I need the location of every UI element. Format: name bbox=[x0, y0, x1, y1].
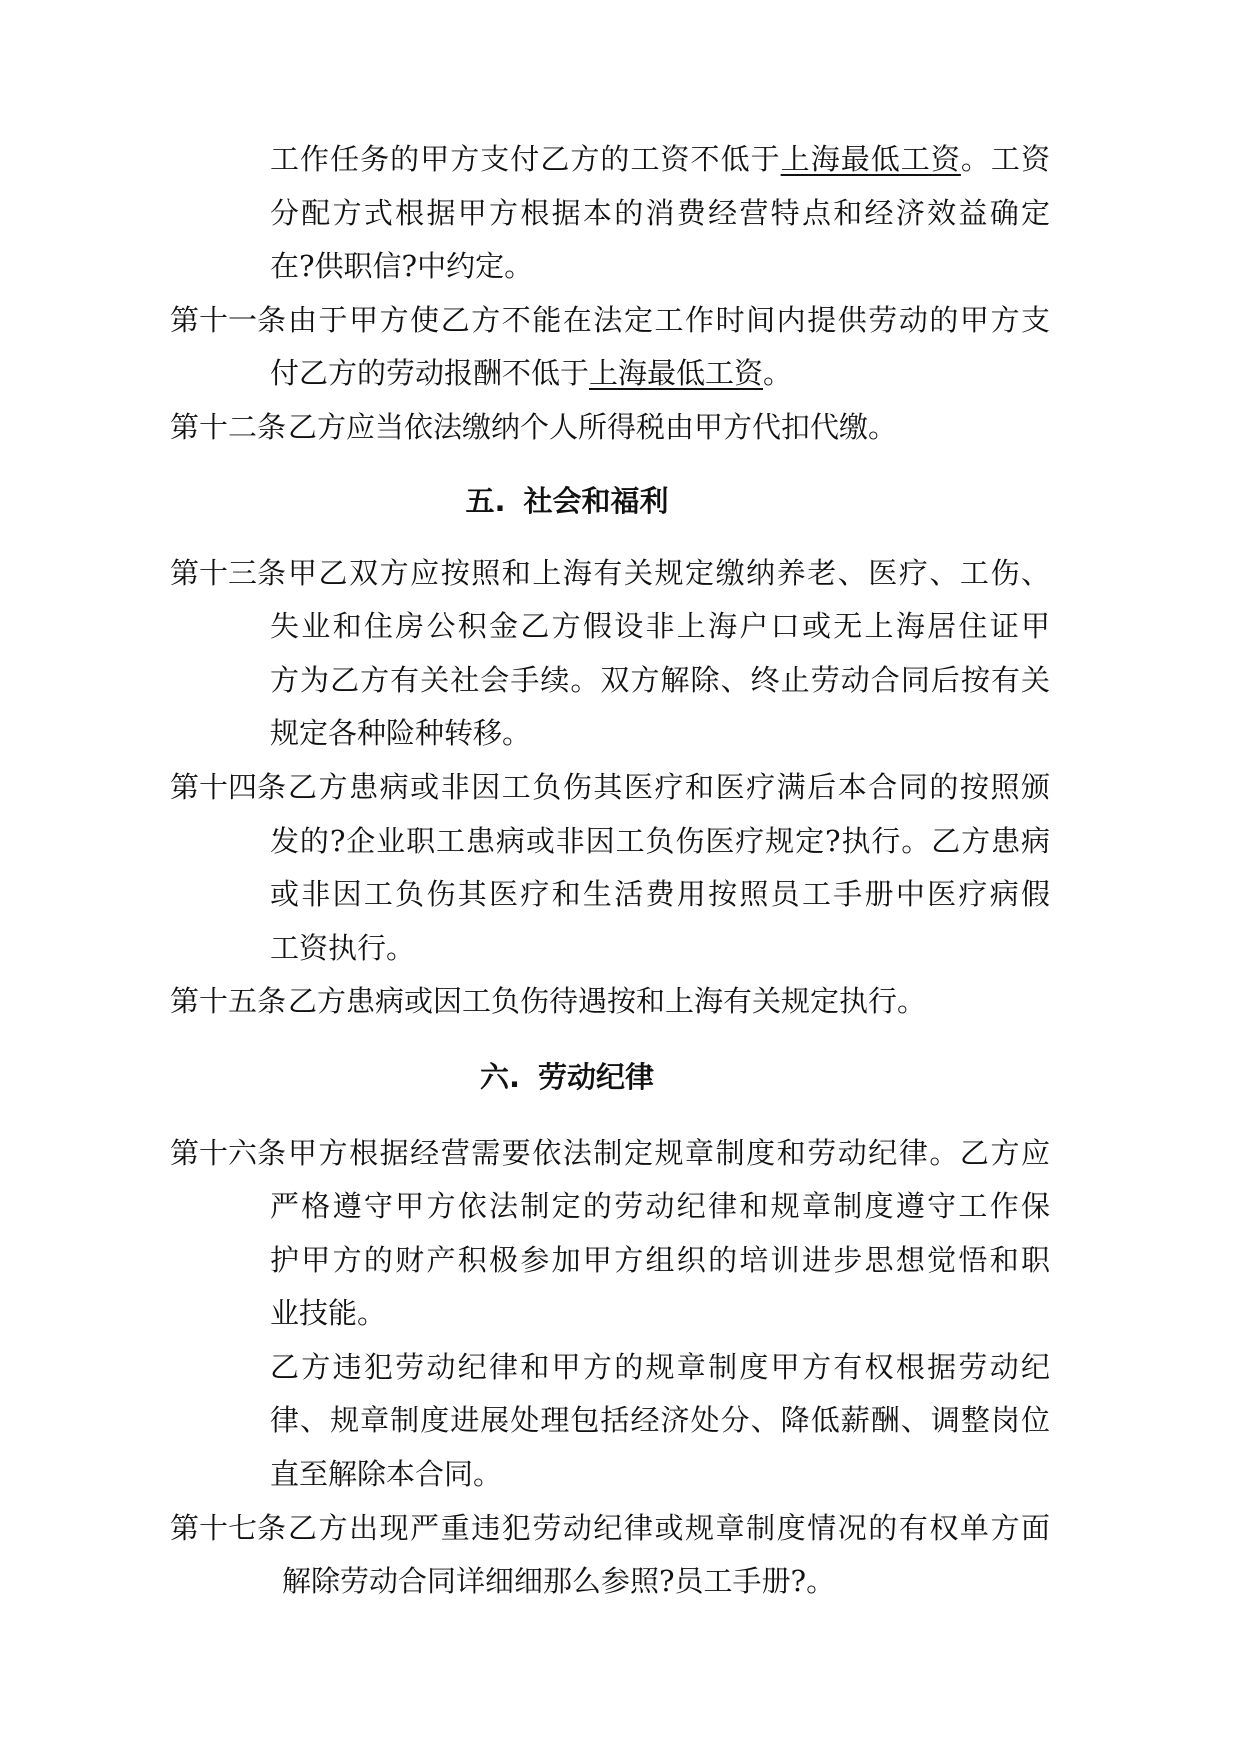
article-13-text: 甲乙双方应按照和上海有关规定缴纳养老、医疗、工伤、 bbox=[288, 555, 1050, 590]
article-16-line-1 bbox=[0, 1127, 1241, 1181]
section-5-title: 社会和福利 bbox=[523, 483, 669, 518]
article-16-line-2 bbox=[0, 1180, 1241, 1234]
article-16-paragraph-2-line-3 bbox=[0, 1448, 1241, 1502]
article-16-label: 第十六条 bbox=[170, 1135, 287, 1170]
article-17-text: 乙方出现严重违犯劳动纪律或规章制度情况的有权单方面 bbox=[288, 1510, 1050, 1545]
article-16-paragraph-2-line-1 bbox=[0, 1341, 1241, 1395]
article-17-text: 解除劳动合同详细细那么参照?员工手册?。 bbox=[282, 1564, 836, 1599]
article-17-label: 第十七条 bbox=[170, 1510, 287, 1545]
clause-text-segment: 付乙方的劳动报酬不低于 bbox=[270, 356, 590, 391]
section-5-heading bbox=[0, 455, 1241, 547]
clause-text-segment: 工作任务的甲方支付乙方的工资不低于 bbox=[270, 142, 781, 176]
article-14-line-2 bbox=[0, 815, 1241, 869]
article-14-text: 乙方患病或非因工负伤其医疗和医疗满后本合同的按照颁 bbox=[288, 769, 1050, 804]
article-16-text: 业技能。 bbox=[270, 1296, 387, 1331]
article-14-line-4 bbox=[0, 922, 1241, 976]
article-12-text: 乙方应当依法缴纳个人所得税由甲方代扣代缴。 bbox=[288, 409, 898, 444]
wage-clause-text: 分配方式根据甲方根据本的消费经营特点和经济效益确定 bbox=[270, 195, 1050, 230]
article-12-label: 第十二条 bbox=[170, 409, 287, 444]
article-13-line-1 bbox=[0, 547, 1241, 601]
article-11-text: 由于甲方使乙方不能在法定工作时间内提供劳动的甲方支 bbox=[288, 302, 1050, 337]
section-6-heading bbox=[0, 1029, 1241, 1127]
section-5-heading-text bbox=[170, 455, 964, 547]
article-12-line-1 bbox=[0, 401, 1241, 455]
underlined-term-minimum-wage: 上海最低工资 bbox=[780, 142, 961, 176]
wage-clause-text bbox=[270, 133, 1050, 187]
section-6-heading-text bbox=[170, 1029, 964, 1127]
wage-clause-line-2 bbox=[0, 187, 1241, 241]
article-13-text: 规定各种险种转移。 bbox=[270, 716, 532, 751]
article-13-text: 方为乙方有关社会手续。双方解除、终止劳动合同后按有关 bbox=[270, 662, 1050, 697]
article-14-text: 发的?企业职工患病或非因工负伤医疗规定?执行。乙方患病 bbox=[270, 823, 1050, 858]
article-13-label: 第十三条 bbox=[170, 555, 287, 590]
section-5-number: 五. bbox=[465, 483, 506, 518]
article-14-label: 第十四条 bbox=[170, 769, 287, 804]
article-11-line-1 bbox=[0, 294, 1241, 348]
article-16-line-3 bbox=[0, 1234, 1241, 1288]
article-16-paragraph-2-text: 直至解除本合同。 bbox=[270, 1457, 503, 1492]
article-16-paragraph-2-text: 乙方违犯劳动纪律和甲方的规章制度甲方有权根据劳动纪 bbox=[270, 1349, 1050, 1384]
article-16-paragraph-2-text: 律、规章制度进展处理包括经济处分、降低薪酬、调整岗位 bbox=[270, 1403, 1050, 1438]
article-14-line-1 bbox=[0, 761, 1241, 815]
article-11-line-2 bbox=[0, 347, 1241, 401]
article-14-line-3 bbox=[0, 868, 1241, 922]
article-15-text: 乙方患病或因工负伤待遇按和上海有关规定执行。 bbox=[288, 984, 927, 1019]
article-13-line-2 bbox=[0, 600, 1241, 654]
article-15-label: 第十五条 bbox=[170, 984, 287, 1019]
section-6-number: 六. bbox=[479, 1059, 520, 1094]
article-17-line-2 bbox=[0, 1555, 1241, 1609]
article-14-text: 或非因工负伤其医疗和生活费用按照员工手册中医疗病假 bbox=[270, 877, 1050, 912]
clause-text-segment: 。 bbox=[763, 356, 793, 391]
article-16-text: 甲方根据经营需要依法制定规章制度和劳动纪律。乙方应 bbox=[288, 1135, 1050, 1170]
wage-clause-text: 在?供职信?中约定。 bbox=[270, 249, 534, 284]
article-16-text: 严格遵守甲方依法制定的劳动纪律和规章制度遵守工作保 bbox=[270, 1189, 1050, 1224]
wage-clause-line-3 bbox=[0, 240, 1241, 294]
clause-text-segment: 。工资 bbox=[960, 142, 1050, 176]
section-6-title: 劳动纪律 bbox=[538, 1059, 655, 1094]
article-11-label: 第十一条 bbox=[170, 302, 287, 337]
wage-clause-line-1 bbox=[0, 133, 1241, 187]
article-16-paragraph-2-line-2 bbox=[0, 1394, 1241, 1448]
underlined-term-minimum-wage: 上海最低工资 bbox=[589, 356, 764, 391]
article-13-line-4 bbox=[0, 707, 1241, 761]
article-11-text bbox=[270, 347, 1050, 401]
article-14-text: 工资执行。 bbox=[270, 930, 416, 965]
article-17-line-1 bbox=[0, 1502, 1241, 1556]
article-13-line-3 bbox=[0, 654, 1241, 708]
article-16-text: 护甲方的财产积极参加甲方组织的培训进步思想觉悟和职 bbox=[270, 1242, 1050, 1277]
article-16-line-4 bbox=[0, 1287, 1241, 1341]
article-13-text: 失业和住房公积金乙方假设非上海户口或无上海居住证甲 bbox=[270, 609, 1050, 644]
article-15-line-1 bbox=[0, 975, 1241, 1029]
